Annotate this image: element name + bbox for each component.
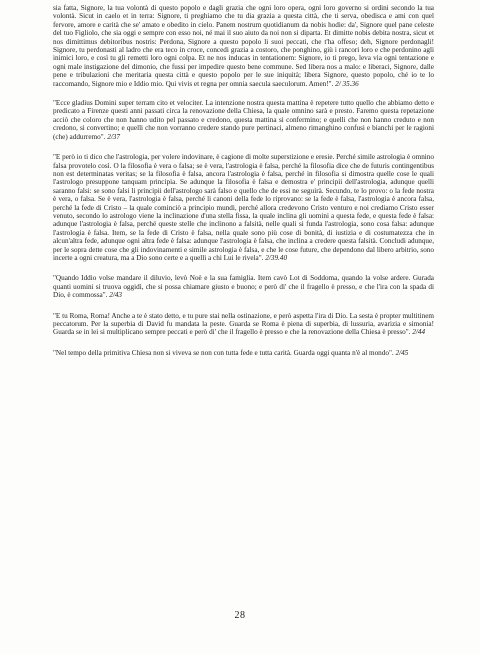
paragraph-spacer <box>53 141 434 153</box>
citation: 2/43 <box>109 291 123 300</box>
paragraph-roma <box>53 312 434 337</box>
paragraph-text: "Ecce gladius Domini super terram cito et velociter. La intenzione nostra questa mattina è repetere tutto quello che abbiamo detto e predicato a Firenze questi anni passati circa la renovazione della Chiesa, la quale omnino sarà e presto. Faremo questa repetazione acciò che coloro che non hanno udito pel passato e credono, questa mattina si confermino; e quelli che non hanno creduto e non credono, si convertino; e quelli che non vorranno credere stando pure pertinaci, almeno rimanghino confusi e bianchi per le ragioni (che) addurremo". <box>53 99 434 141</box>
paragraph-spacer <box>53 337 434 349</box>
page-number: 28 <box>234 610 246 621</box>
paragraph-text: sia fatta, Signore, la tua volontà di questo popolo e dagli grazia che ogni loro opera, ogni loro governo si ordini secondo la tua volontà. Sicut in caelo et in terra: Signore, ti preghiamo che tu dia grazia a questa città, che ti serva, obedisca e ami con quel fervore, amore e carità che se' amato e obedito in cielo. Panem nostrum quotidianum da nobis hodie: da', Signore quel pane celeste del tuo Figliolo, che sia oggi e sempre con esso noi, né mai il suo aiuto da noi non si diparta. Et dimitte nobis debita nostra, sicut et nos dimittimus debitoribus nostris: Perdona, Signore a questo popolo li suoi peccati, che t'ha offeso; deh, Signore perdonagli! Signore, tu perdonasti al ladro che era teco in croce, concedi grazia a costoro, che ponghino, giù i rancori loro e che perdonino agli inimici loro, e così tu gli remetti loro ogni colpa. Et ne nos inducas in tentationem: Signore, io ti prego, leva via ogni tentazione e ogni male instigazione del dimonio, che fussi per impedire questo bene commune. Sed libera nos a malo: e liberaci, Signore, dalle pene e tribulazioni che meritaria questa città e questo popolo per le sue iniquità; libera Signore, questo popolo, ché io te lo raccomando, Signore mio e Iddio mio. Qui vivis et regna per omnia saecula saeculorum. Amen!". <box>53 4 434 88</box>
paragraph-ecce-gladius <box>53 99 434 141</box>
citation: 2/45 <box>395 348 409 357</box>
paragraph-text: "E però io ti dico che l'astrologia, per volere indovinare, è cagione di molte superstizione e eresie. Perché simile astrologia è omnino falsa provotelo così. O la filosofia è vera o falsa; se è vera, l'astrologia è falsa, perché la filosofia dice che de futuris contingentibus non est determinatas veritas; se la filosofia è falsa, ancora l'astrologia è falsa, perché in filosofia si dimostra quelle cose le quali l'astrologo presuppone tanquam principia. Se adunque la filosofia è falsa e demostra e' principii dell'astrologia, adunque quelli saranno falsi: se sono falsi li principii dell'astrologo sarà falso e quello che de essi ne seguirà. Secundo, te lo provo: o la fede nostra è vera, o falsa. Se è vera, l'astrologia è falsa, perché li canoni della fede lo riprovano: se la fede è falsa, l'astrologia è ancora falsa, perché la fede di Cristo – la quale cominciò a principio mundi, perché allora credevono Cristo venturo e noi crediamo Cristo esser venuto, secondo lo astrologo viene la inclinazione d'una stella fissa, la quale inclina gli uomini a questa fede, e questa fede è falsa: adunque l'astrologia è falsa, perché queste stelle che inclinono a falsità, nelle quali si funda l'astrologia, sono cosa falsa: adunque l'astrologia è falsa. Item, se la fede di Cristo è falsa, nella quale sono più cose di bonità, di iustizia e di costumatezza che in alcun'altra fede, adunque ogni altra fede è falsa: adunque l'astrologia è falsa, che inclina a credere questa falsità. Concludi adunque, per le sopra dette cose che gli indovinamenti e simile astrologia è falsa, e che le cose future, che dependono dal libero arbitrio, sono incerte a ogni creatura, ma a Dio sono certe e a quelli a chi Lui le rivela". <box>53 153 434 262</box>
paragraph-text: "Quando Iddio volse mandare il diluvio, levò Noè e la sua famiglia. Item cavò Lot di Soddoma, quando la volse ardere. Gurada quanti uomini si truova oggidì, che si possa chiamare giusto e buono; e però di' che il fragello è presso, e che l'ira con la spada di Dio, è commossa". <box>53 274 434 300</box>
paragraph-spacer <box>53 300 434 312</box>
paragraph-diluvio <box>53 274 434 299</box>
paragraph-spacer <box>53 88 434 99</box>
paragraph-astrologia <box>53 153 434 262</box>
citation: 2/39.40 <box>265 253 288 262</box>
citation: 2/ 35.36 <box>335 79 359 88</box>
paragraph-spacer <box>53 262 434 274</box>
citation: 2/44 <box>412 328 426 337</box>
citation: 2/37 <box>107 132 120 141</box>
paragraph-text: "Nel tempo della primitiva Chiesa non si viveva se non con tutta fede e tutta carità. Guarda oggi quanta n'è al mondo". <box>53 348 394 357</box>
paragraph-text: "E tu Roma, Roma! Anche a te è stato detto, e tu pure stai nella ostinazione, e però aspetta l'ira di Dio. La sesta è propter multitinem peccatorum. Per la superbia di David fu mandata la peste. Guarda se Roma è piena di superbia, di lussuria, avarizia e simonia! Guarda se in lei si multiplicano sempre peccati e però di' che il fragello è presso e che la renovazione della Chiesa è presso". <box>53 311 434 337</box>
paragraph-primitiva-chiesa <box>53 349 434 357</box>
paragraph-pater-noster <box>53 4 434 88</box>
